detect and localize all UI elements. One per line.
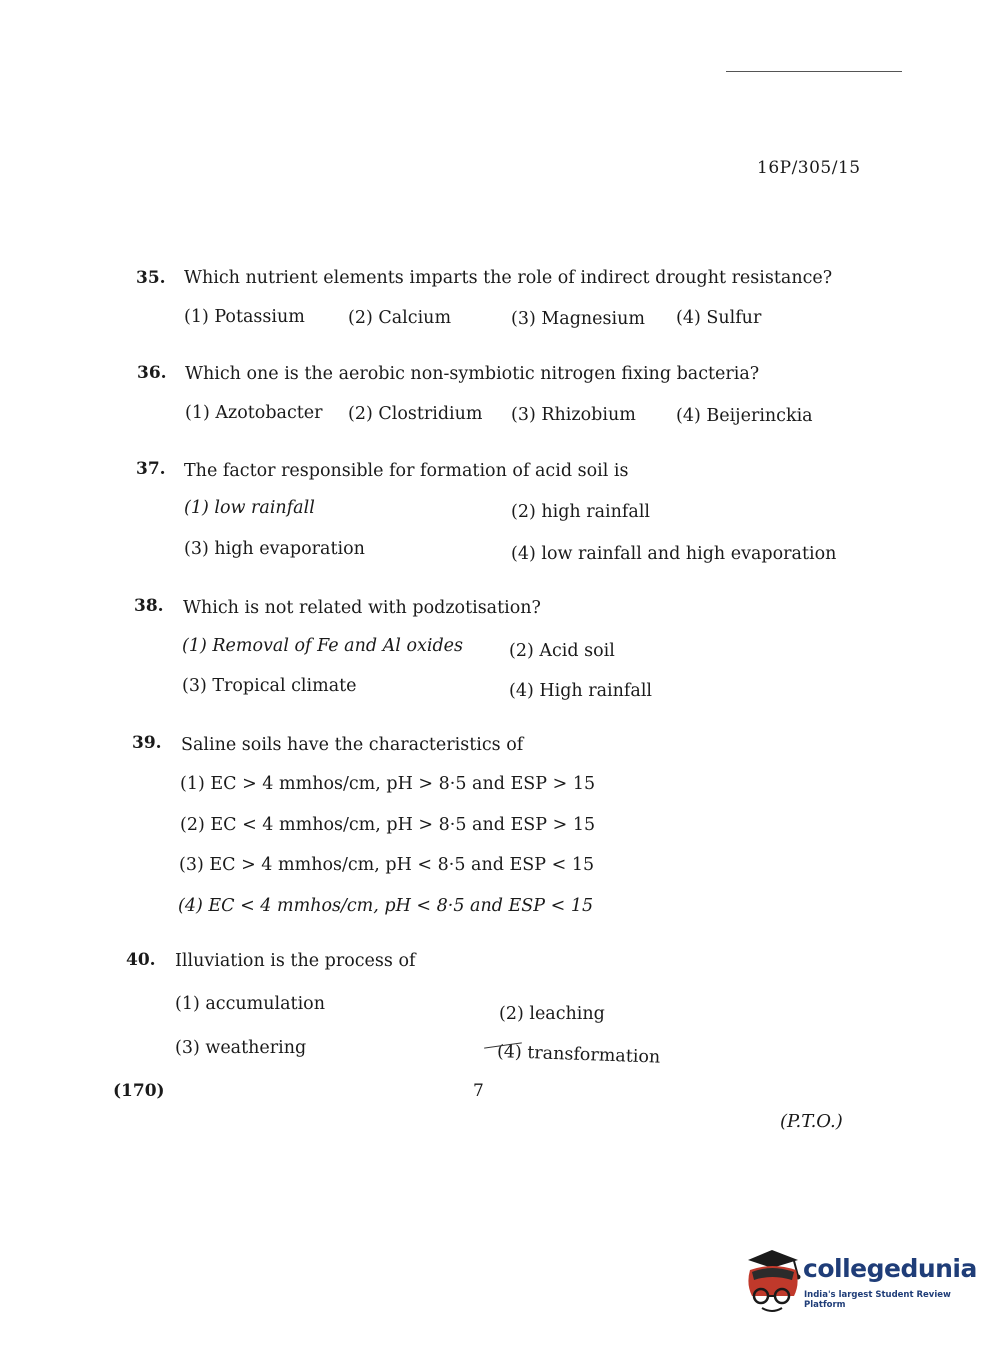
mascot-icon [742,1248,804,1316]
option: (2) EC < 4 mmhos/cm, pH > 8·5 and ESP > 15 [180,815,596,835]
question-text: Which is not related with podzotisation? [183,598,541,618]
option: (2) Calcium [348,308,452,328]
option: (3) high evaporation [184,539,365,559]
logo-tagline: India's largest Student Review Platform [804,1290,951,1310]
question-text: Saline soils have the characteristics of [181,735,524,755]
option: (4) Sulfur [676,308,762,328]
option: (3) Rhizobium [511,405,636,425]
question-number: 36. [137,363,167,383]
option: (1) EC > 4 mmhos/cm, pH > 8·5 and ESP > 15 [180,774,596,794]
option: (1) Azotobacter [185,403,323,423]
option: (3) Tropical climate [182,676,357,696]
question-text: The factor responsible for formation of acid soil is [184,461,629,481]
option: (4) transformation [496,1042,661,1068]
question-number: 39. [132,733,162,753]
option: (1) Removal of Fe and Al oxides [182,636,463,656]
logo-wordmark: collegedunia [803,1254,977,1283]
question-number: 38. [134,596,164,616]
option: (4) low rainfall and high evaporation [511,544,837,564]
question-text: Illuviation is the process of [175,951,416,971]
option: (3) Magnesium [511,309,645,329]
option: (2) Clostridium [348,404,483,424]
option: (2) Acid soil [509,641,615,661]
option: (1) accumulation [175,994,325,1014]
option: (3) EC > 4 mmhos/cm, pH < 8·5 and ESP < 15 [179,855,595,875]
option: (3) weathering [175,1038,307,1058]
option: (2) leaching [499,1004,605,1024]
collegedunia-logo [742,1248,977,1316]
page-number: 7 [473,1081,484,1101]
footer-code: (170) [113,1081,165,1101]
option: (1) Potassium [184,307,305,327]
question-number: 37. [136,459,166,479]
question-number: 35. [136,268,166,288]
question-number: 40. [126,950,156,970]
option: (4) High rainfall [509,681,653,701]
top-rule [726,71,902,72]
question-text: Which one is the aerobic non-symbiotic nitrogen fixing bacteria? [185,364,760,384]
question-text: Which nutrient elements imparts the role of indirect drought resistance? [184,268,833,288]
option: (4) Beijerinckia [676,406,813,426]
option: (2) high rainfall [511,502,651,522]
option: (1) low rainfall [184,498,315,518]
option: (4) EC < 4 mmhos/cm, pH < 8·5 and ESP < 15 [178,896,594,916]
pto-note: (P.T.O.) [780,1111,843,1132]
paper-code: 16P/305/15 [757,158,861,178]
